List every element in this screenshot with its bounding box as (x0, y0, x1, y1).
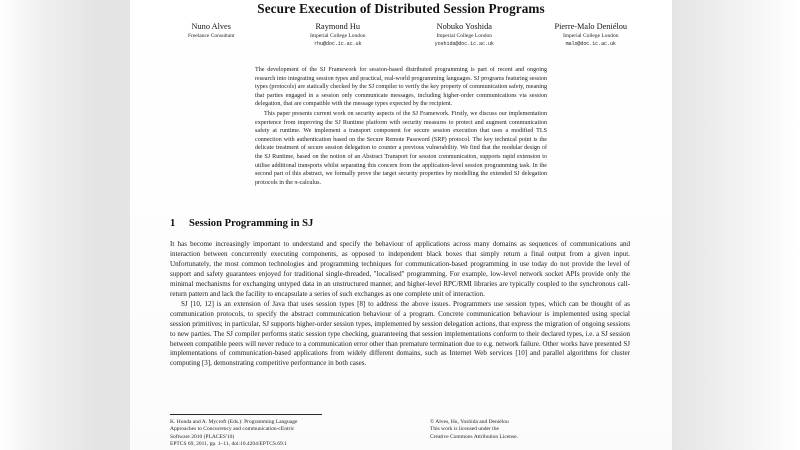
body-paragraph: It has become increasingly important to understand and specify the behaviour of applications across many domains as sequences of communications and interaction between concurrently executing components, as opposed to independent black boxes that simply return a final output from a given input. Unfortunately, the most common technologies and programming techniques for communication-based programming in use today do not provide the level of support and safety guarantees enjoyed for traditional single-threaded, "localised" programming. For example, low-level network socket APIs provide only the minimal mechanisms for exchanging untyped data in an unstructured manner, and higher-level RPC/RMI libraries are typically coupled to the synchronous call-return pattern and lack the facility to encapsulate a series of such exchanges as one complete unit of interaction. (170, 240, 630, 298)
footer-license (430, 419, 660, 441)
author-affiliation: Imperial College London (562, 33, 619, 39)
license-line: This work is licensed under the (430, 426, 499, 433)
body-paragraph: SJ [10, 12] is an extension of Java that uses session types [8] to address the above issues. Programmers use session types, which can be thought of as communication protocols, to specify the abstract communication behaviour of a program. Concrete communication behaviour is implemented using special session primitives; in particular, SJ supports higher-order session types, implemented by session delegation actions, that express the migration of ongoing sessions to new parties. The SJ compiler performs static session type checking, guaranteeing that session implementations conform to their declared types, i.e. a SJ session between compatible peers will never reduce to a communication error other than premature termination due to e.g. network failure. Other works have presented SJ implementations of communication-based applications from widely different domains, such as Internet Web services [10] and parallel algorithms for cluster computing [3], demonstrating competitive performance in both cases. (170, 299, 630, 368)
footer-citation-line: Software 2010 (PLACES'10) (170, 433, 235, 440)
author-affiliation: Imperial College London (309, 33, 366, 39)
abstract-block (255, 66, 547, 187)
abstract-paragraph: This paper presents current work on security aspects of the SJ Framework. Firstly, we discuss our implementation experience from improving the SJ Runtime platform with security measures to protect and augment communication safety at runtime. We implement a transport component for secure session execution that uses a modified TLS connection with authentication based on the Secure Remote Password (SRP) protocol. The key technical point is the delicate treatment of secure session delegation to counter a previous vulnerability. We find that the modular design of the SJ Runtime, based on the notion of an Abstract Transport for session communication, supports rapid extension to utilise additional transports whilst separating this concern from the application-level session programming task. In the second part of this abstract, we formally prove the target security properties by modelling the extended SJ delegation protocols in the π-calculus. (255, 111, 547, 186)
author-name: Nuno Alves (191, 22, 231, 31)
license-line: Creative Commons Attribution License. (430, 433, 518, 440)
section-heading (170, 218, 630, 229)
author-email: malo@doc.ic.ac.uk (565, 41, 616, 47)
page-title: Secure Execution of Distributed Session Programs (257, 1, 545, 16)
section-number: 1 (170, 218, 176, 229)
footer-citation-line: EPTCS 69, 2011, pp. 1–11, doi:10.4204/EPTCS.69.1 (170, 440, 287, 447)
author-email: yoshida@doc.ic.ac.uk (434, 41, 494, 47)
abstract-paragraph: The development of the SJ Framework for session-based distributed programming is part of recent and ongoing research into integrating session types and practical, real-world programming languages. SJ programs featuring session types (protocols) are statically checked by the SJ compiler to verify the key property of communication safety, meaning that parties engaged in a session only communicate messages, including higher-order communications via session delegation, that are compatible with the message types expected by the recipient. (255, 67, 547, 108)
author-list (148, 22, 654, 48)
section-title: Session Programming in SJ (189, 218, 314, 229)
body-content (170, 240, 630, 369)
author-name: Pierre-Malo Deniélou (554, 22, 628, 31)
author-affiliation: Imperial College London (436, 33, 493, 39)
copyright-line: © Alves, Hu, Yoshida and Deniélou (430, 419, 509, 425)
footer-citation-line: Approaches to Concurrency and communication-cEntric (170, 426, 295, 433)
footer-citation (170, 419, 420, 448)
author-entry (275, 22, 402, 48)
author-name: Raymond Hu (315, 22, 360, 31)
author-entry (401, 22, 528, 48)
author-entry (528, 22, 655, 48)
author-affiliation: Freelance Consultant (187, 33, 235, 39)
footer-divider (170, 414, 322, 415)
author-entry (148, 22, 275, 40)
author-name: Nobuko Yoshida (436, 22, 492, 31)
author-email: rhu@doc.ic.ac.uk (314, 41, 362, 47)
footer-citation-line: K. Honda and A. Mycroft (Eds.): Programming Language (170, 419, 298, 425)
paper-page (130, 0, 672, 450)
